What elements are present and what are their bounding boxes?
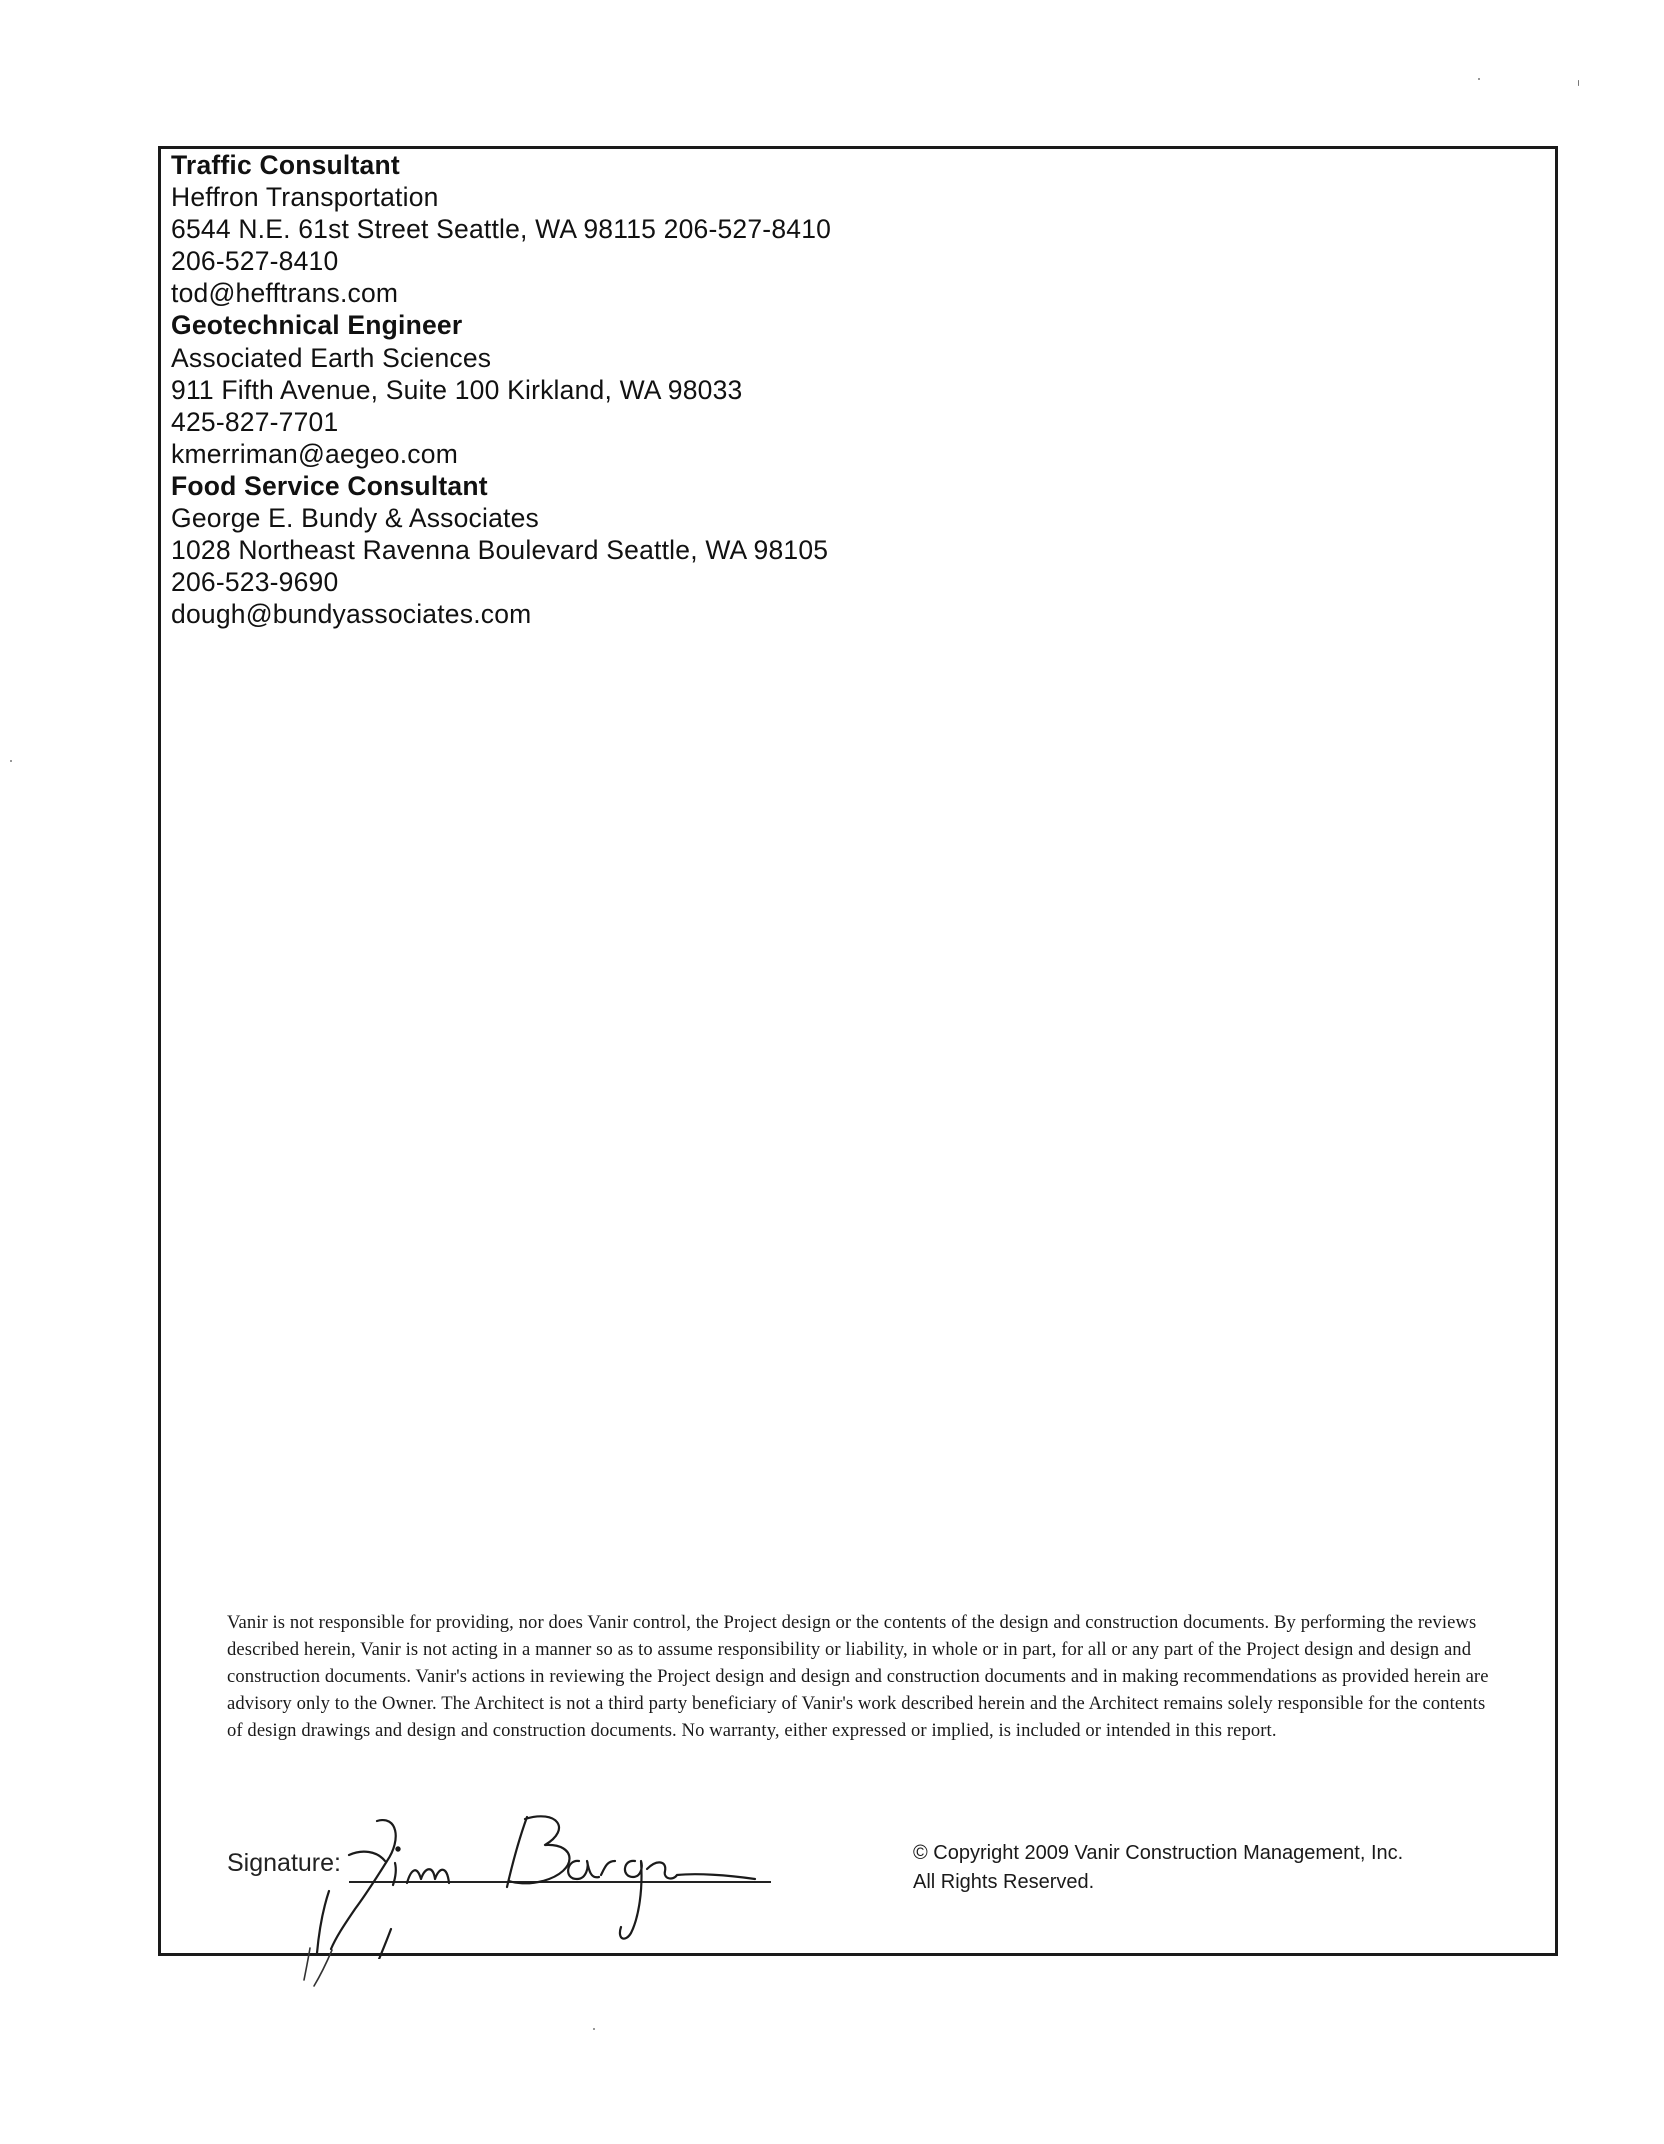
contact-traffic-consultant	[171, 149, 831, 309]
scan-speck	[1478, 78, 1480, 80]
scan-speck	[1578, 80, 1579, 86]
copyright-notice	[913, 1839, 1403, 1897]
signature-tail-icon	[296, 1944, 356, 2014]
contact-address: 1028 Northeast Ravenna Boulevard Seattle, WA 98105	[171, 535, 829, 566]
contact-role: Traffic Consultant	[171, 150, 400, 180]
signature-block	[227, 1809, 787, 1899]
handwritten-signature	[227, 1809, 787, 1959]
contact-phone: 425-827-7701	[171, 406, 339, 437]
contact-address: 6544 N.E. 61st Street Seattle, WA 98115 206-527-8410	[171, 214, 832, 245]
contacts-list	[171, 149, 831, 630]
contact-email: kmerriman@aegeo.com	[171, 438, 458, 469]
disclaimer-text: Vanir is not responsible for providing, nor does Vanir control, the Project design or the contents of the design and construction documents. By performing the reviews described herein, Vanir is not acting in a manner so as to assume responsibility or liability, in whole or in part, for all or any part of the Project design and design and construction documents. Vanir's actions in reviewing the Project design and design and construction documents and in making recommendations as provided herein are advisory only to the Owner. The Architect is not a third party beneficiary of Vanir's work described herein and the Architect remains solely responsible for the contents of design drawings and design and construction documents. No warranty, either expressed or implied, is included or intended in this report.	[227, 1612, 1489, 1741]
contact-geotechnical-engineer	[171, 309, 831, 469]
contact-company: George E. Bundy & Associates	[171, 503, 539, 534]
contact-phone: 206-523-9690	[171, 567, 339, 598]
scan-speck	[10, 760, 12, 762]
contact-company: Heffron Transportation	[171, 182, 439, 213]
rights-reserved-line: All Rights Reserved.	[913, 1871, 1095, 1893]
contact-company: Associated Earth Sciences	[171, 342, 492, 373]
contact-phone: 206-527-8410	[171, 246, 339, 277]
signature-label: Signature:	[227, 1849, 341, 1877]
scan-speck	[593, 2028, 595, 2030]
contact-food-service-consultant	[171, 470, 831, 630]
contact-email: tod@hefftrans.com	[171, 278, 399, 309]
contact-role: Food Service Consultant	[171, 470, 488, 501]
page-frame	[158, 146, 1558, 1956]
copyright-line: © Copyright 2009 Vanir Construction Management, Inc.	[913, 1842, 1404, 1864]
contact-role: Geotechnical Engineer	[171, 310, 463, 341]
contact-address: 911 Fifth Avenue, Suite 100 Kirkland, WA 98033	[171, 374, 743, 405]
contact-email: dough@bundyassociates.com	[171, 599, 532, 630]
